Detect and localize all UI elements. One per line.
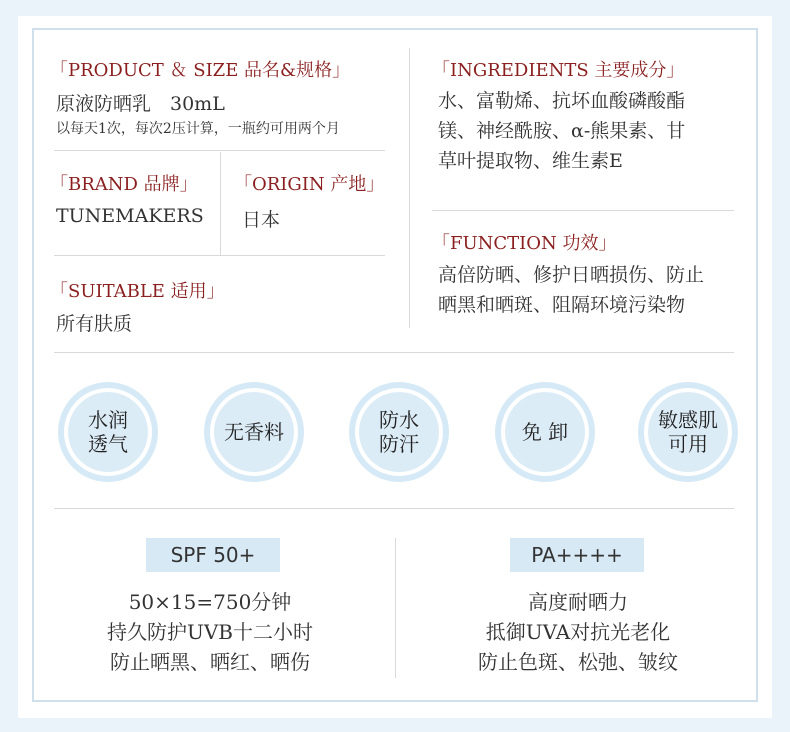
brand-value: TUNEMAKERS bbox=[56, 205, 204, 227]
product-size-label: 「PRODUCT ＆ SIZE 品名&规格」 bbox=[50, 60, 351, 81]
function-line: 高倍防晒、修护日晒损伤、防止 bbox=[438, 264, 705, 286]
pa-tag: PA++++ bbox=[510, 538, 644, 572]
divider bbox=[432, 210, 734, 211]
ingredients-line: 镁、神经酰胺、α-熊果素、甘 bbox=[438, 120, 686, 142]
divider bbox=[54, 352, 734, 353]
feature-badge bbox=[204, 382, 304, 482]
ingredients-line: 草叶提取物、维生素E bbox=[438, 150, 623, 172]
feature-badge bbox=[495, 382, 595, 482]
origin-value: 日本 bbox=[242, 209, 281, 231]
feature-text: 无香料 bbox=[224, 420, 284, 444]
divider bbox=[220, 152, 221, 255]
ingredients-label: 「INGREDIENTS 主要成分」 bbox=[432, 60, 685, 81]
divider bbox=[54, 508, 734, 509]
brand-label: 「BRAND 品牌」 bbox=[50, 174, 198, 195]
divider bbox=[409, 48, 410, 328]
pa-line: 高度耐晒力 bbox=[528, 590, 628, 614]
feature-text: 透气 bbox=[88, 432, 128, 456]
divider bbox=[54, 150, 385, 151]
suitable-label: 「SUITABLE 适用」 bbox=[50, 281, 225, 302]
usage-note: 以每天1次，每次2压计算，一瓶约可用两个月 bbox=[56, 121, 340, 137]
feature-text: 防水 bbox=[379, 408, 419, 432]
suitable-value: 所有肤质 bbox=[56, 313, 133, 335]
feature-text: 水润 bbox=[88, 408, 128, 432]
pa-line: 防止色斑、松弛、皱纹 bbox=[478, 650, 678, 674]
spf-tag: SPF 50+ bbox=[146, 538, 280, 572]
pa-line: 抵御UVA对抗光老化 bbox=[485, 620, 671, 644]
ingredients-line: 水、富勒烯、抗坏血酸磷酸酯 bbox=[438, 90, 686, 112]
product-size-value: 原液防晒乳 30mL bbox=[56, 93, 225, 115]
feature-text: 免 卸 bbox=[521, 420, 569, 444]
function-text bbox=[438, 260, 704, 320]
feature-badge bbox=[58, 382, 158, 482]
function-line: 晒黑和晒斑、阻隔环境污染物 bbox=[438, 294, 686, 316]
spf-line: 50×15=750分钟 bbox=[128, 590, 292, 614]
origin-label: 「ORIGIN 产地」 bbox=[234, 174, 385, 195]
feature-badge bbox=[349, 382, 449, 482]
feature-text: 敏感肌 bbox=[658, 408, 718, 432]
feature-text: 防汗 bbox=[379, 432, 419, 456]
ingredients-text bbox=[438, 86, 685, 176]
divider bbox=[395, 538, 396, 678]
function-label: 「FUNCTION 功效」 bbox=[432, 233, 617, 254]
spf-line: 持久防护UVB十二小时 bbox=[107, 620, 313, 644]
divider bbox=[54, 255, 385, 256]
spf-line: 防止晒黑、晒红、晒伤 bbox=[110, 650, 310, 674]
feature-text: 可用 bbox=[668, 432, 708, 456]
feature-badge bbox=[638, 382, 738, 482]
